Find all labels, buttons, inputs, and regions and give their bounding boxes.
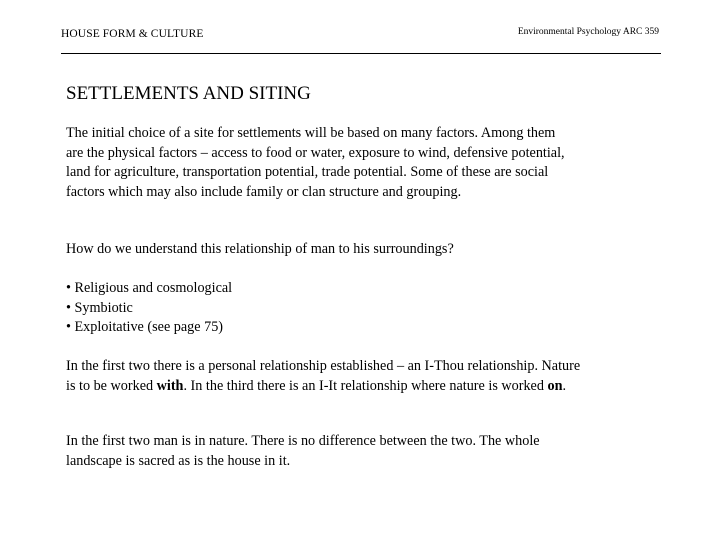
emphasis-on: on <box>547 377 563 394</box>
text-run: . <box>562 377 567 394</box>
list-item: • Symbiotic <box>66 299 133 316</box>
text-run: . In the third there is an I-It relationship where nature is worked <box>183 377 548 394</box>
list-item: • Religious and cosmological <box>66 280 233 296</box>
paragraph-in-nature: In the first two man is in nature. There is no difference between the two. The whole landscape is sacred as is the house in it. <box>66 433 540 469</box>
list-item: • Exploitative (see page 75) <box>66 319 224 336</box>
header-course-code: Environmental Psychology ARC 359 <box>517 27 659 37</box>
paragraph-i-thou <box>66 357 586 396</box>
header-divider <box>61 53 661 54</box>
header-course-title: HOUSE FORM & CULTURE <box>61 28 204 40</box>
section-title: SETTLEMENTS AND SITING <box>66 83 311 104</box>
paragraph-site-factors: The initial choice of a site for settlements will be based on many factors. Among them are the physical factors – access to food or water, exposure to wind, defensive potential, land for agriculture, transportation potential, trade potential. Some of these are social factors which may also include family or clan structure and grouping. <box>66 125 565 200</box>
emphasis-with: with <box>156 377 184 394</box>
text-run: In the first two there is a personal relationship established – an I-Thou relationship. Nature is to be worked <box>66 358 581 394</box>
paragraph-question: How do we understand this relationship of man to his surroundings? <box>66 241 454 257</box>
relationship-list <box>66 279 666 338</box>
